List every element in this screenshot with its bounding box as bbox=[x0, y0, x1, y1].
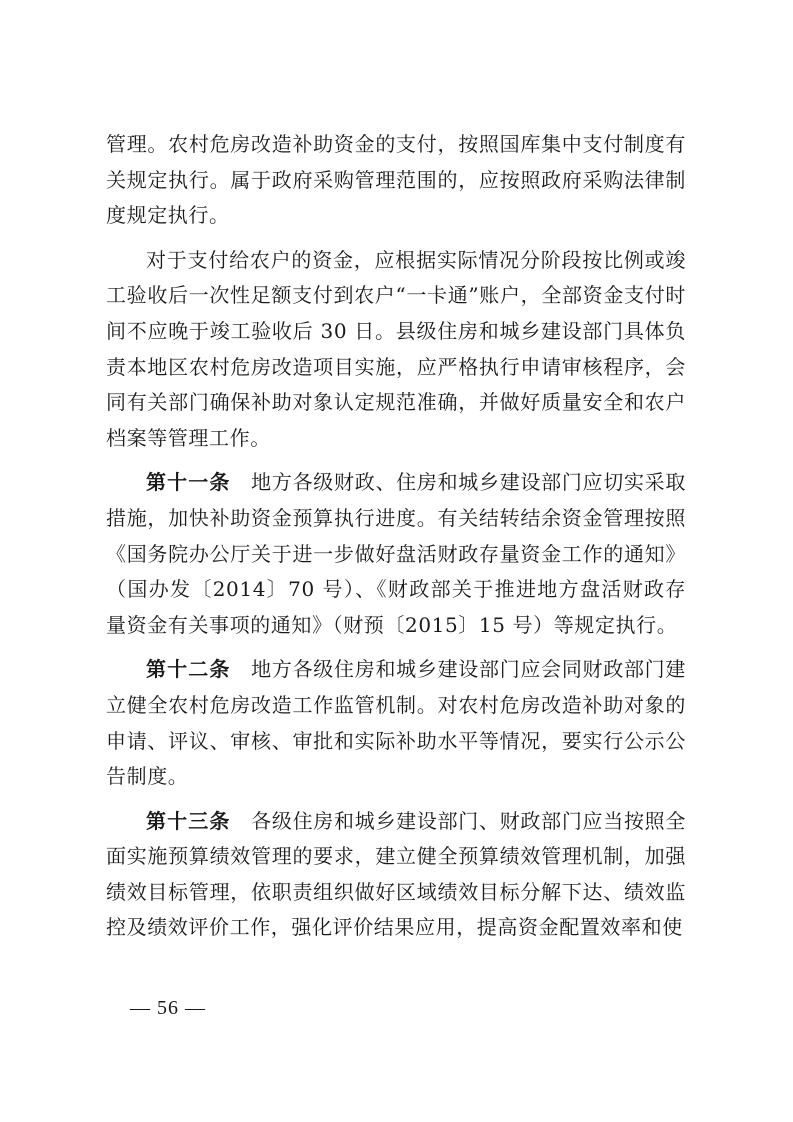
article-13 bbox=[106, 804, 686, 946]
article-12 bbox=[106, 652, 686, 794]
paragraph-text: 对于支付给农户的资金，应根据实际情况分阶段按比例或竣工验收后一次性足额支付到农户“一卡通”账户，全部资金支付时间不应晚于竣工验收后 30 日。县级住房和城乡建设部门具体负责本地区农村危房改造项目实施，应严格执行申请审核程序，会同有关部门确保补助对象认定规范准确，并做好质量安全和农户档案等管理工作。 bbox=[106, 247, 686, 450]
article-heading: 第十二条 bbox=[146, 657, 231, 682]
article-11 bbox=[106, 465, 686, 643]
article-heading: 第十三条 bbox=[146, 808, 231, 833]
paragraph-continuation bbox=[106, 127, 686, 234]
page-number: — 56 — bbox=[130, 997, 206, 1019]
article-heading: 第十一条 bbox=[146, 470, 231, 495]
paragraph-text: 管理。农村危房改造补助资金的支付，按照国库集中支付制度有关规定执行。属于政府采购管理范围的，应按照政府采购法律制度规定执行。 bbox=[106, 132, 686, 228]
paragraph-payment bbox=[106, 243, 686, 457]
paragraph-text: 地方各级住房和城乡建设部门应会同财政部门建立健全农村危房改造工作监管机制。对农村危房改造补助对象的申请、评议、审核、审批和实际补助水平等情况，要实行公示公告制度。 bbox=[106, 657, 686, 789]
document-body bbox=[106, 127, 686, 955]
paragraph-text: 地方各级财政、住房和城乡建设部门应切实采取措施，加快补助资金预算执行进度。有关结转结余资金管理按照《国务院办公厅关于进一步做好盘活财政存量资金工作的通知》（国办发〔2014〕70 号）、《财政部关于推进地方盘活财政存量资金有关事项的通知》（财预〔2015〕15 号）等规定执行。 bbox=[106, 470, 686, 637]
paragraph-text: 各级住房和城乡建设部门、财政部门应当按照全面实施预算绩效管理的要求，建立健全预算绩效管理机制，加强绩效目标管理，依职责组织做好区域绩效目标分解下达、绩效监控及绩效评价工作，强化评价结果应用，提高资金配置效率和使 bbox=[106, 808, 686, 940]
